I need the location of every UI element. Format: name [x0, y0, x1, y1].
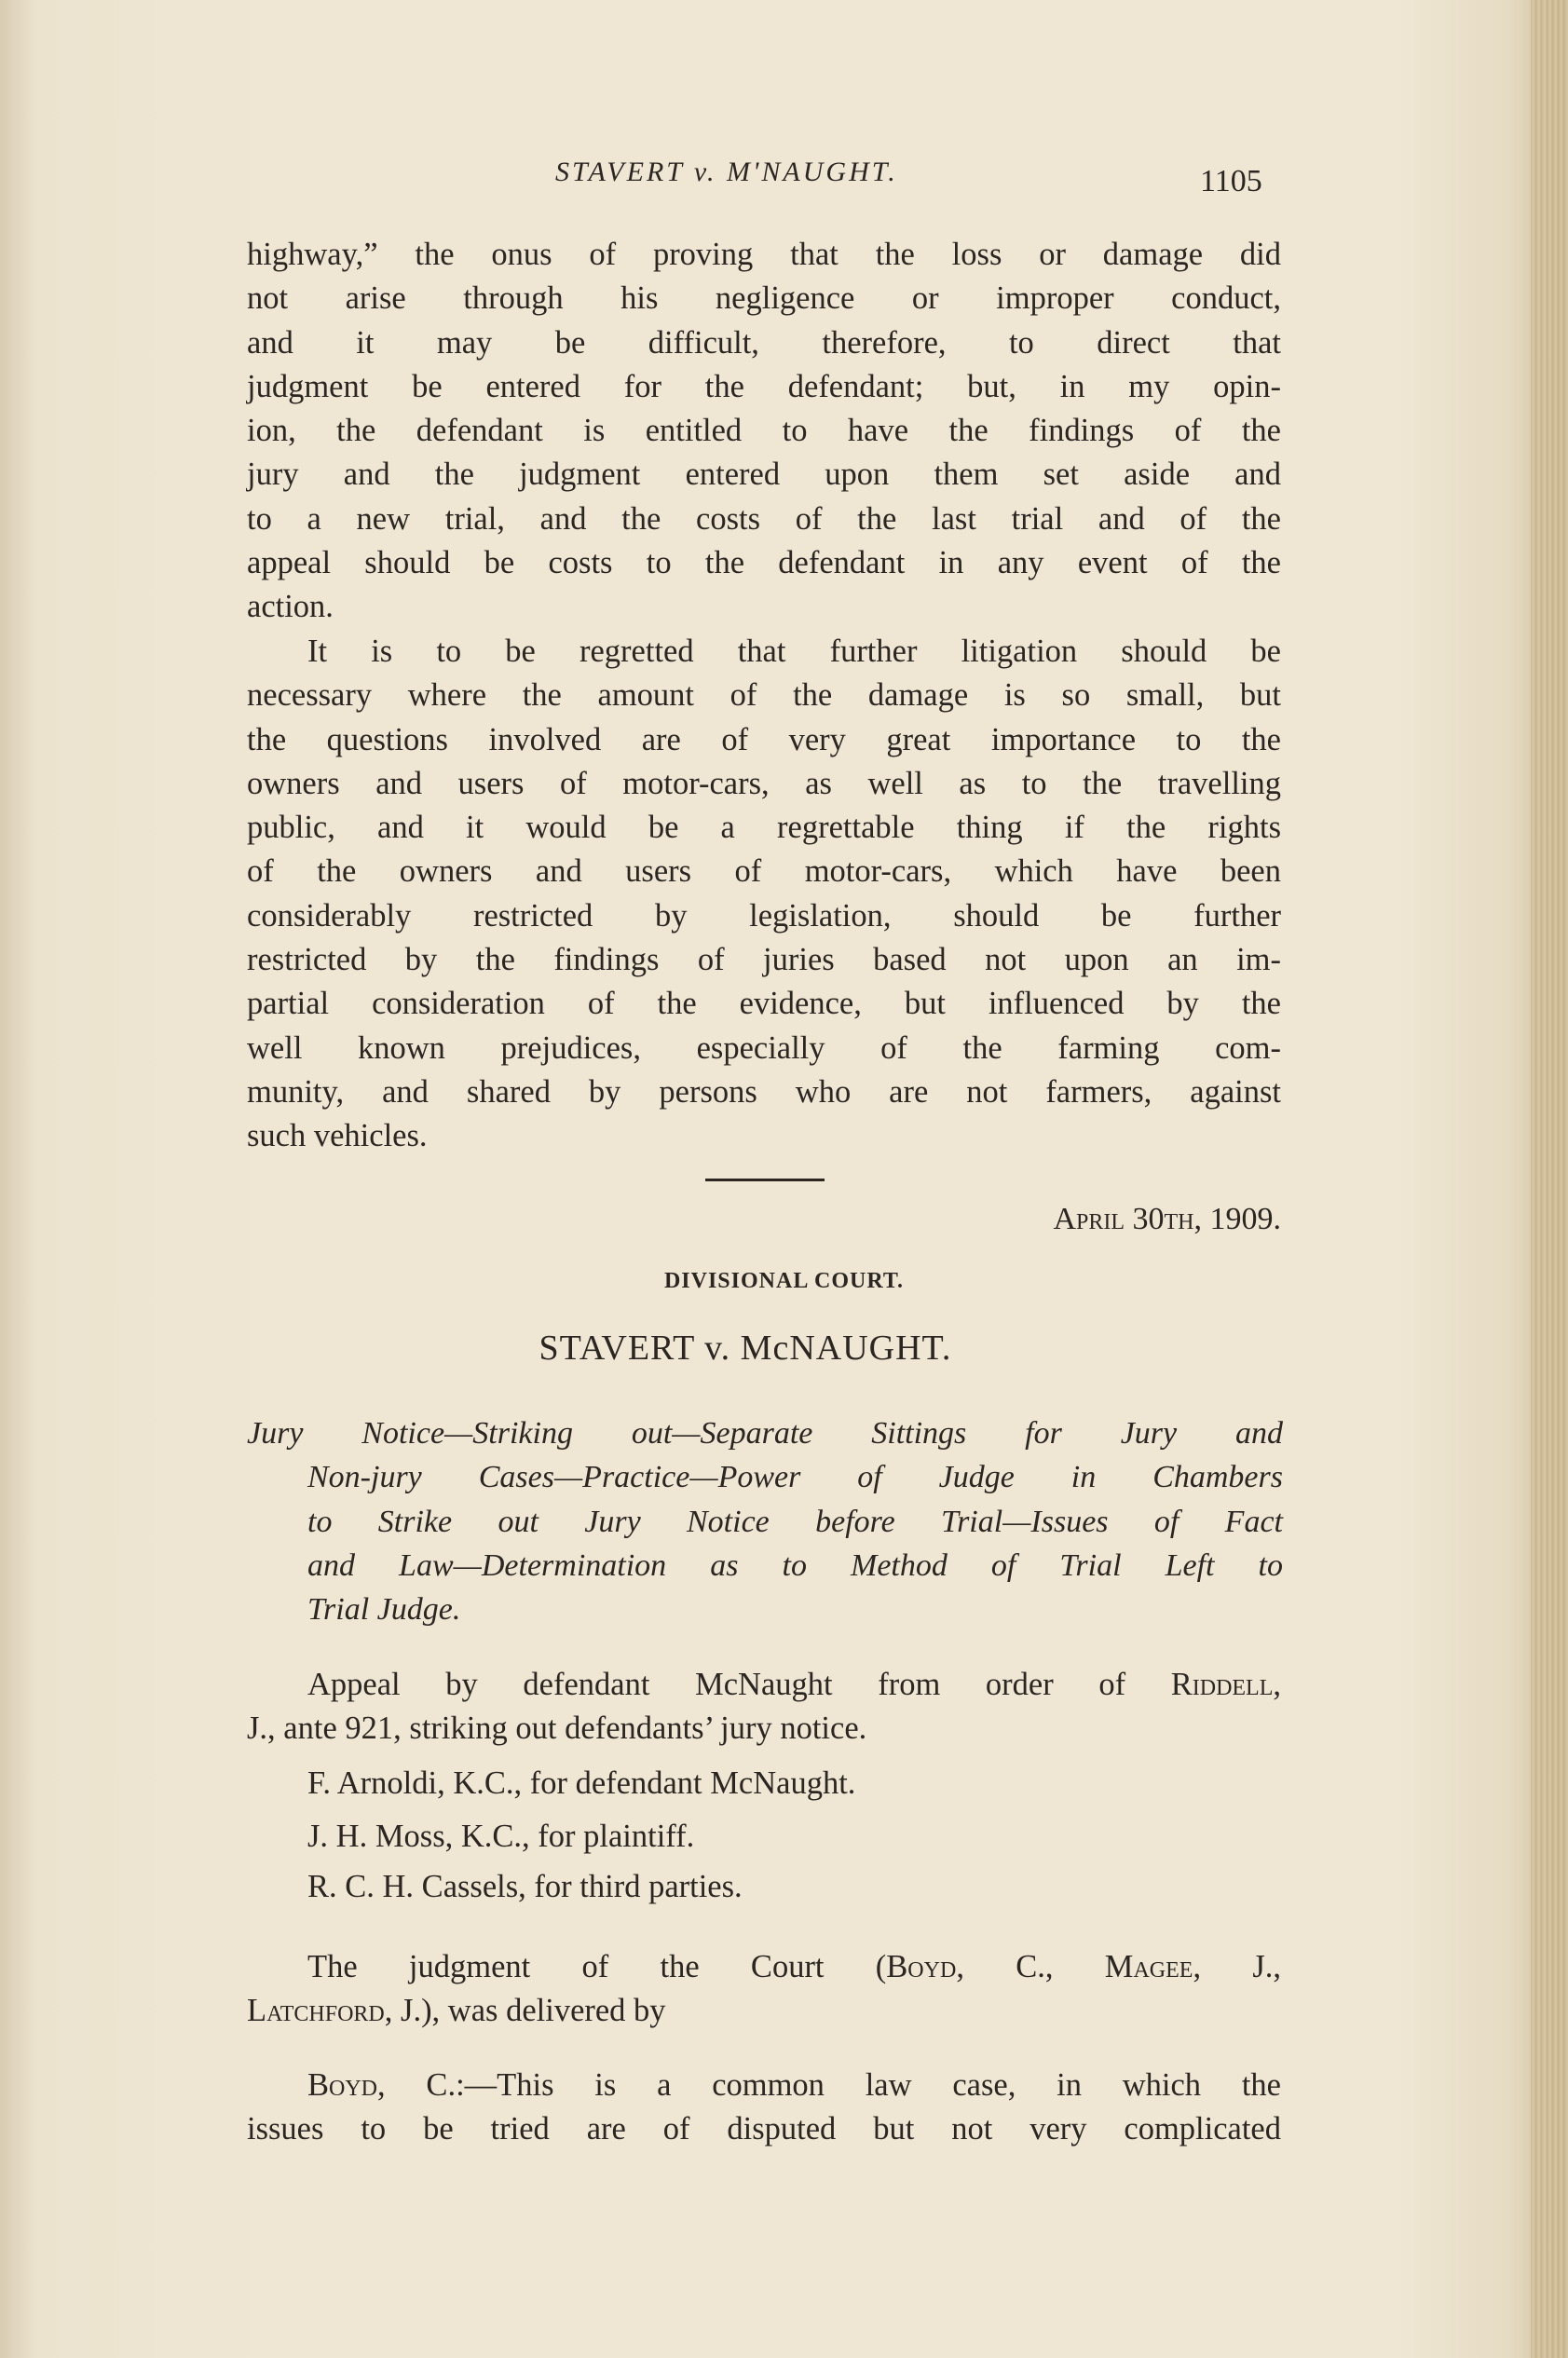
page-number: 1105 [1200, 164, 1262, 198]
headnote-line: to Strike out Jury Notice before Trial—Issues of Fact [307, 1504, 1283, 1539]
counsel-line: J. H. Moss, K.C., for plaintiff. [307, 1819, 695, 1854]
appeal-text: Appeal by defendant McNaught from order of [307, 1667, 1126, 1702]
text-line: to a new trial, and the costs of the last trial and of the [247, 500, 1281, 537]
text-line: the questions involved are of very great importance to the [247, 721, 1281, 757]
text-line: judgment be entered for the defendant; but, in my opin- [247, 368, 1281, 404]
text-line: highway,” the onus of proving that the loss or damage did [247, 237, 1281, 272]
text-line: partial consideration of the evidence, but influenced by the [247, 986, 1281, 1022]
appeal-paragraph [247, 1663, 1281, 1751]
paragraph-continued [247, 233, 1281, 630]
text-line: It is to be regretted that further litigation should be [307, 634, 1281, 669]
case-date: April 30th, 1909. [1053, 1202, 1281, 1236]
headnote-line: Jury Notice—Striking out—Separate Sittings for Jury and [247, 1416, 1283, 1451]
judgment-text: , J.), was delivered by [384, 1993, 666, 2029]
text-line: such vehicles. [247, 1118, 428, 1154]
headnote [247, 1411, 1283, 1631]
judgment-text: The judgment of the Court ( [307, 1949, 887, 1984]
section-divider [705, 1179, 825, 1181]
judgment-paragraph [247, 1945, 1281, 2034]
judge-name: Boyd [307, 2067, 378, 2103]
text-line: well known prejudices, especially of the farming com- [247, 1029, 1281, 1066]
text-line: public, and it would be a regrettable thing if the rights [247, 810, 1281, 846]
text-line: owners and users of motor-cars, as well as to the travelling [247, 765, 1281, 801]
counsel-line: F. Arnoldi, K.C., for defendant McNaught. [307, 1765, 856, 1801]
headnote-line: and Law—Determination as to Method of Trial Left to [307, 1547, 1283, 1583]
text-line: jury and the judgment entered upon them set aside and [247, 457, 1281, 493]
running-head: STAVERT v. M'NAUGHT. [555, 157, 898, 187]
counsel-line: R. C. H. Cassels, for third parties. [307, 1869, 743, 1904]
text-line: action. [247, 589, 334, 625]
judge-name: Riddell, [1170, 1667, 1282, 1702]
text-line [247, 1945, 1281, 1989]
text-line: ion, the defendant is entitled to have the findings of the [247, 413, 1281, 449]
judge-name: Latchford [247, 1993, 385, 2029]
judge-name: Magee [1104, 1949, 1193, 1984]
opinion-paragraph [247, 2064, 1281, 2152]
text-line [247, 1989, 1281, 2033]
judgment-text: , J., [1193, 1949, 1282, 1984]
text-line: of the owners and users of motor-cars, which have been [247, 853, 1281, 890]
text-line: considerably restricted by legislation, should be further [247, 897, 1281, 934]
text-line: issues to be tried are of disputed but not very complicated [247, 2111, 1281, 2147]
text-line: J., ante 921, striking out defendants’ jury notice. [247, 1711, 867, 1747]
paragraph-regret [247, 630, 1281, 1159]
text-line: restricted by the findings of juries based not upon an im- [247, 942, 1281, 978]
text-line: and it may be difficult, therefore, to direct that [247, 324, 1281, 361]
text-line: munity, and shared by persons who are not farmers, against [247, 1073, 1281, 1110]
headnote-line: Trial Judge. [307, 1592, 461, 1628]
text-line: appeal should be costs to the defendant in any event of the [247, 545, 1281, 581]
court-name: DIVISIONAL COURT. [663, 1269, 905, 1293]
case-title: STAVERT v. McNAUGHT. [539, 1329, 952, 1368]
headnote-line: Non-jury Cases—Practice—Power of Judge in Chambers [307, 1460, 1283, 1495]
text-line: necessary where the amount of the damage is so small, but [247, 677, 1281, 714]
opinion-text: , C.:—This is a common law case, in which the [377, 2067, 1281, 2103]
text-line: not arise through his negligence or improper conduct, [247, 280, 1281, 317]
text-line [247, 2064, 1281, 2107]
judge-name: Boyd [886, 1949, 957, 1984]
page-edge [1531, 0, 1568, 2358]
judgment-text: , C., [956, 1949, 1054, 1984]
text-line [247, 1663, 1281, 1707]
